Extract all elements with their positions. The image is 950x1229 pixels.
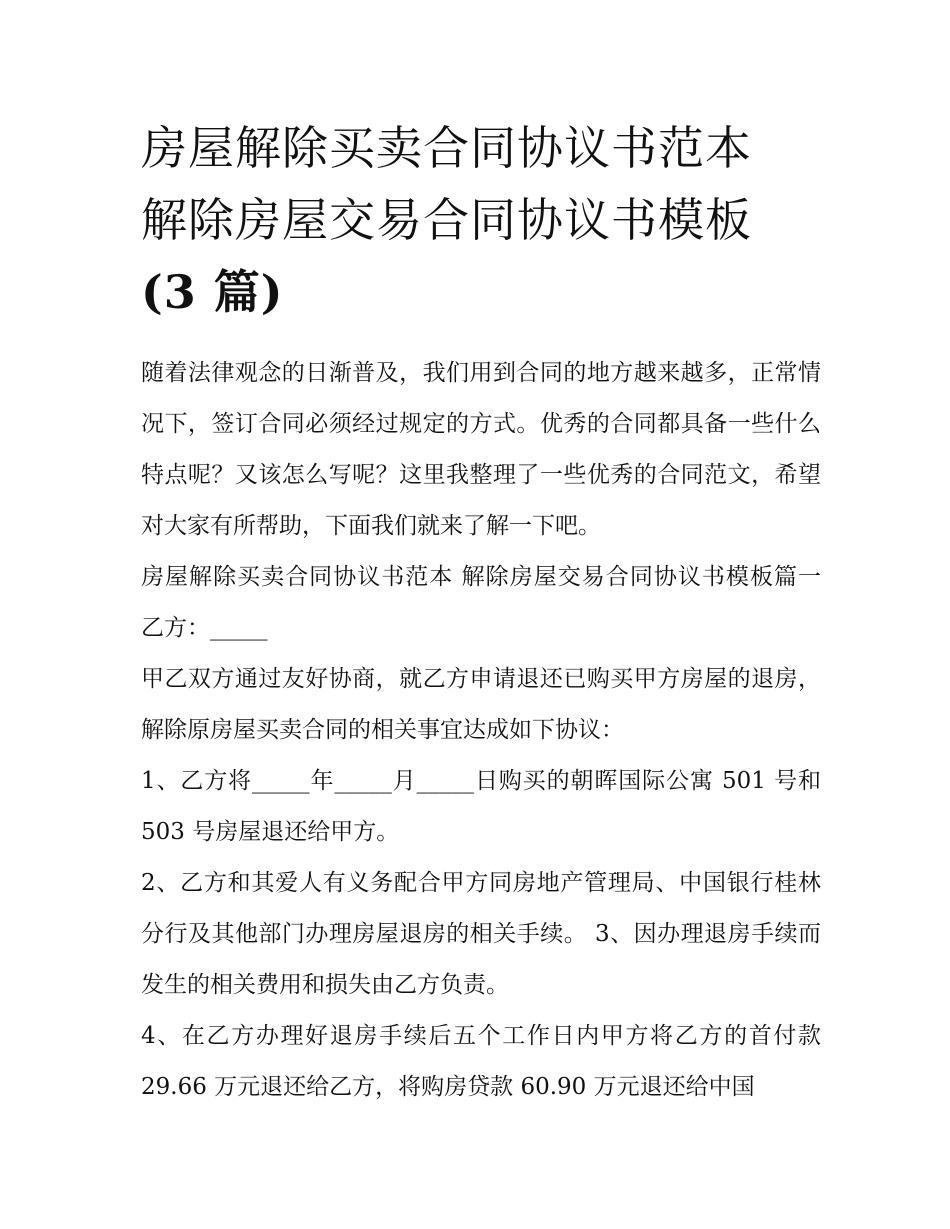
clause-2-3: 2、乙方和其爱人有义务配合甲方同房地产管理局、中国银行桂林分行及其他部门办理房屋退房的相关手续。 3、因办理退房手续而发生的相关费用和损失由乙方负责。 (141, 870, 821, 998)
agreement-paragraph: 甲乙双方通过友好协商，就乙方申请退还已购买甲方房屋的退房，解除原房屋买卖合同的相关事宜达成如下协议： (141, 666, 821, 743)
document-title (141, 112, 821, 328)
title-line-3: (3 篇) (141, 265, 284, 319)
intro-paragraph: 随着法律观念的日渐普及，我们用到合同的地方越来越多，正常情况下，签订合同必须经过规定的方式。优秀的合同都具备一些什么特点呢？又该怎么写呢？这里我整理了一些优秀的合同范文，希望对大家有所帮助，下面我们就来了解一下吧。 (141, 360, 821, 539)
document-body (141, 348, 821, 1113)
section-heading: 房屋解除买卖合同协议书范本 解除房屋交易合同协议书模板篇一 乙方：_____ (141, 564, 821, 641)
document-page (141, 112, 821, 1113)
title-line-1: 房屋解除买卖合同协议书范本 (141, 121, 752, 175)
clause-4: 4、在乙方办理好退房手续后五个工作日内甲方将乙方的首付款 29.66 万元退还给乙方，将购房贷款 60.90 万元退还给中国 (141, 1023, 821, 1100)
title-line-2: 解除房屋交易合同协议书模板 (141, 193, 752, 247)
clause-1: 1、乙方将_____年_____月_____日购买的朝晖国际公寓 501 号和 503 号房屋退还给甲方。 (141, 768, 821, 845)
